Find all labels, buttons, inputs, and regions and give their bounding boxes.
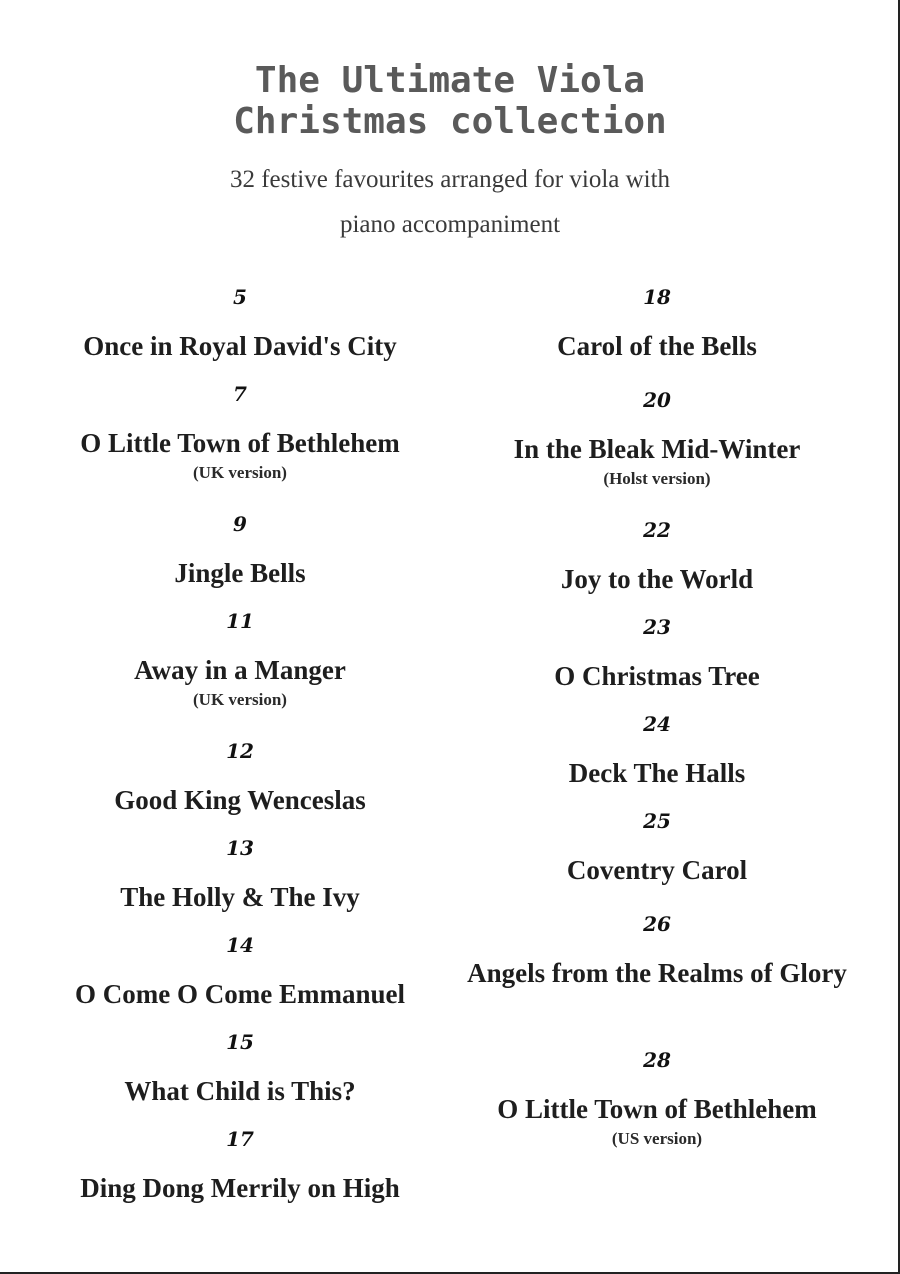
song-title: Ding Dong Merrily on High	[80, 1173, 400, 1203]
song-title: O Christmas Tree	[554, 661, 760, 691]
contents-entry	[437, 712, 877, 793]
page-number: 18	[643, 285, 671, 309]
collection-title-line1: The Ultimate Viola	[254, 60, 646, 101]
page-number: 28	[643, 1048, 671, 1072]
song-title: O Little Town of Bethlehem	[80, 428, 400, 458]
page-number: 5	[233, 285, 247, 309]
song-title: Away in a Manger	[134, 655, 346, 685]
song-title: What Child is This?	[124, 1076, 356, 1106]
contents-entry	[437, 1048, 877, 1149]
song-title: O Little Town of Bethlehem	[497, 1094, 817, 1124]
contents-entry	[20, 512, 460, 593]
contents-entry	[20, 1127, 460, 1208]
contents-entry	[20, 933, 460, 1014]
page-number: 12	[226, 739, 254, 763]
contents-entry	[437, 615, 877, 696]
song-title: Deck The Halls	[568, 758, 746, 788]
page-number: 15	[226, 1030, 254, 1054]
song-version-note: (UK version)	[193, 463, 287, 482]
song-title: O Come O Come Emmanuel	[75, 979, 405, 1009]
contents-entry	[20, 739, 460, 820]
page-number: 26	[643, 912, 671, 936]
page-number: 7	[233, 382, 247, 406]
page-number: 22	[643, 518, 671, 542]
page-number: 13	[226, 836, 254, 860]
song-title: Angels from the Realms of Glory	[467, 958, 847, 988]
subtitle-line2: piano accompaniment	[339, 211, 561, 238]
contents-entry	[437, 518, 877, 599]
song-title: Good King Wenceslas	[114, 785, 366, 815]
song-title: The Holly & The Ivy	[120, 882, 360, 912]
left-contents-column	[20, 0, 460, 1274]
song-title: Carol of the Bells	[557, 331, 757, 361]
page-number: 11	[226, 609, 254, 633]
contents-entry	[437, 809, 877, 890]
subtitle-line1: 32 festive favourites arranged for viola with	[229, 166, 671, 193]
contents-entry	[437, 285, 877, 366]
page-number: 17	[226, 1127, 254, 1151]
song-title: Once in Royal David's City	[83, 331, 397, 361]
page-number: 9	[233, 512, 247, 536]
song-version-note: (Holst version)	[603, 469, 711, 488]
contents-entry	[20, 285, 460, 366]
right-contents-column	[437, 0, 877, 1274]
song-title: In the Bleak Mid-Winter	[513, 434, 801, 464]
page-number: 14	[226, 933, 254, 957]
page-number: 23	[643, 615, 671, 639]
page-number: 20	[643, 388, 671, 412]
contents-entry	[20, 836, 460, 917]
song-version-note: (US version)	[611, 1129, 703, 1148]
contents-entry	[437, 912, 877, 993]
collection-title-line2: Christmas collection	[233, 101, 667, 142]
contents-entry	[20, 1030, 460, 1111]
song-version-note: (UK version)	[193, 690, 287, 709]
song-title: Coventry Carol	[566, 855, 748, 885]
page-number: 25	[643, 809, 671, 833]
song-title: Joy to the World	[560, 564, 754, 594]
contents-entry	[20, 382, 460, 483]
contents-entry	[437, 388, 877, 489]
contents-entry	[20, 609, 460, 710]
page-number: 24	[643, 712, 671, 736]
song-title: Jingle Bells	[174, 558, 306, 588]
